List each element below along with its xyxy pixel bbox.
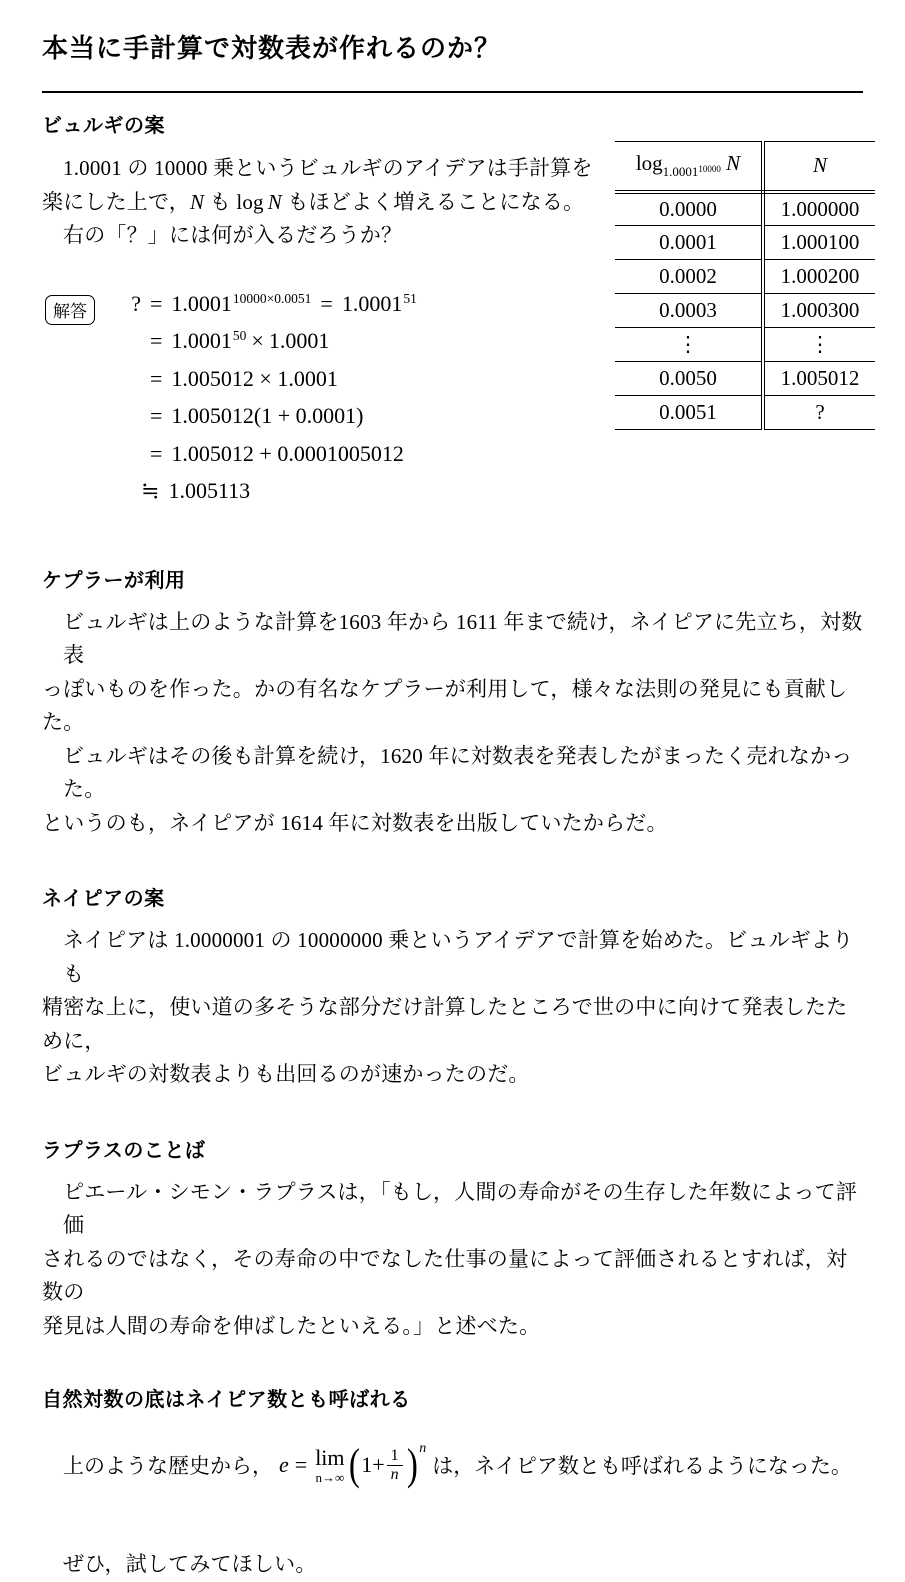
- question-mark: ?: [131, 290, 141, 316]
- left-paren: (: [348, 1440, 360, 1489]
- right-paren: ): [406, 1440, 418, 1489]
- math-line: [121, 291, 417, 329]
- table-cell: 0.0002: [615, 260, 763, 294]
- math-var-N: N: [267, 189, 282, 214]
- table-row: [615, 226, 875, 260]
- table-row-vdots: [615, 328, 875, 362]
- table-cell: 0.0003: [615, 294, 763, 328]
- table-cell: 0.0000: [615, 192, 763, 226]
- log-operator: log: [635, 151, 663, 176]
- math-var-e: e: [279, 1452, 289, 1477]
- equals-sign: =: [150, 365, 163, 391]
- math-var-N: N: [726, 151, 741, 176]
- fraction-1-over-n: [387, 1447, 403, 1484]
- math-base: 1.0001: [171, 328, 232, 353]
- times-sign: ×: [251, 328, 264, 353]
- math-line: [121, 441, 417, 479]
- table-cell: 1.000000: [763, 192, 875, 226]
- body-line: っぽいものを作った。かの有名なケプラーが利用して，様々な法則の発見にも貢献した。: [42, 676, 848, 734]
- text-segment: 上のような歴史から，: [63, 1454, 273, 1478]
- table-cell: 0.0001: [615, 226, 763, 260]
- math-base: 1.0001: [268, 328, 330, 353]
- table-cell: 1.000300: [763, 294, 875, 328]
- math-expression: 1.005012 + 0.0001005012: [171, 440, 404, 466]
- one-plus: 1+: [361, 1452, 385, 1477]
- section-burgi: [42, 109, 863, 516]
- math-base: 1.0001: [171, 290, 232, 316]
- table-cell: 0.0051: [615, 396, 763, 430]
- table-header-log-expression: [615, 142, 763, 192]
- section-heading-laplace: ラプラスのことば: [42, 1139, 206, 1162]
- exponent-n: n: [419, 1441, 427, 1456]
- log-base-value: 1.0001: [662, 164, 699, 180]
- body-line: されるのではなく，その寿命の中でなした仕事の量によって評価されるとすれば，対数の: [42, 1246, 848, 1304]
- text-segment: もほどよく増えることになる。: [281, 189, 585, 214]
- fraction-numerator: 1: [390, 1446, 399, 1464]
- text-segment: は，ネイピア数とも呼ばれるようになった。: [432, 1454, 852, 1478]
- burgi-paragraph: [42, 152, 602, 253]
- section-heading-kepler: ケプラーが利用: [42, 569, 186, 592]
- table-row: [615, 260, 875, 294]
- table-cell: ⋮: [763, 328, 875, 362]
- table-row: [615, 192, 875, 226]
- math-expression: 1.005012(1 + 0.0001): [171, 403, 364, 428]
- text-segment: も: [204, 189, 237, 214]
- equals-sign: =: [150, 403, 163, 428]
- math-exponent: 50: [232, 328, 247, 343]
- equals-sign: =: [150, 290, 163, 316]
- table-row: [615, 294, 875, 328]
- table-cell: ?: [763, 396, 875, 430]
- section-napier: [42, 882, 863, 1092]
- math-expression: 1.005012 × 1.0001: [171, 365, 338, 391]
- section-euler: [42, 1383, 863, 1582]
- math-line: [121, 478, 417, 516]
- table-cell: 1.000100: [763, 226, 875, 260]
- body-line: というのも，ネイピアが 1614 年に対数表を出版していたからだ。: [42, 810, 668, 835]
- log-table-header-row: [615, 142, 875, 192]
- body-line: ビュルギの対数表よりも出回るのが速かったのだ。: [42, 1062, 530, 1086]
- table-cell: 0.0050: [615, 362, 763, 396]
- section-laplace: [42, 1134, 863, 1344]
- math-expression: 1.005113: [168, 478, 251, 503]
- equals-sign: =: [150, 328, 163, 353]
- table-row: [615, 362, 875, 396]
- lim-subscript: n→∞: [315, 1469, 345, 1485]
- table-cell: 1.005012: [763, 362, 875, 396]
- math-exponent: 51: [403, 290, 417, 306]
- euler-formula-line: [42, 1434, 863, 1496]
- section-heading-burgi: ビュルギの案: [42, 115, 165, 137]
- derivation: [121, 291, 417, 516]
- equals-sign: =: [294, 1452, 308, 1477]
- math-line: [121, 328, 417, 366]
- body-line: ビュルギは上のような計算を1603 年から 1611 年まで続け，ネイピアに先立ち，対数表: [63, 609, 863, 667]
- title-rule: [42, 91, 863, 93]
- math-exponent: 10000×0.0051: [232, 290, 312, 306]
- table-cell: 1.000200: [763, 260, 875, 294]
- body-line: ビュルギはその後も計算を続け，1620 年に対数表を発表したがまったく売れなかった。: [63, 743, 853, 801]
- euler-formula: [279, 1440, 427, 1489]
- body-line: [42, 186, 602, 220]
- math-var-n: n: [390, 1465, 399, 1483]
- fraction-denominator: [387, 1465, 403, 1484]
- math-var-N: N: [812, 153, 827, 178]
- section-kepler: [42, 564, 863, 841]
- table-cell: ⋮: [615, 328, 763, 362]
- answer-label-box: 解答: [45, 295, 95, 325]
- math-line: [121, 366, 417, 404]
- log-base-exponent: 10000: [698, 164, 721, 175]
- body-line: 1.0001 の 10000 乗というビュルギのアイデアは手計算を: [63, 156, 593, 180]
- body-line: ピエール・シモン・ラプラスは，「もし，人間の寿命がその生存した年数によって評価: [63, 1179, 858, 1237]
- body-line: 精密な上に，使い道の多そうな部分だけ計算したところで世の中に向けて発表したために，: [42, 995, 848, 1053]
- approx-equals-sign: ≒: [141, 478, 160, 503]
- text-segment: 楽にした上で，: [42, 189, 190, 214]
- table-header-N: [763, 142, 875, 192]
- section-heading-euler: 自然対数の底はネイピア数とも呼ばれる: [42, 1389, 411, 1411]
- limit-operator: [315, 1444, 345, 1485]
- page-title: 本当に手計算で対数表が作れるのか？: [42, 33, 502, 63]
- table-row: [615, 396, 875, 430]
- equals-sign: =: [150, 440, 163, 466]
- math-base: 1.0001: [341, 290, 403, 316]
- log-operator: log: [236, 189, 264, 214]
- equals-sign: =: [320, 290, 333, 316]
- body-line: 発見は人間の寿命を伸ばしたといえる。」と述べた。: [42, 1313, 541, 1338]
- log-table: [615, 141, 875, 430]
- section-heading-napier: ネイピアの案: [42, 888, 165, 910]
- closing-line: ぜひ，試してみてほしい。: [63, 1552, 317, 1576]
- log-base: [663, 164, 721, 179]
- lim-word: lim: [315, 1444, 345, 1470]
- body-line: ネイピアは 1.0000001 の 10000000 乗というアイデアで計算を始めた。ビュルギよりも: [63, 928, 854, 986]
- math-line: [121, 403, 417, 441]
- math-var-N: N: [189, 189, 205, 214]
- body-line: 右の「？」には何が入るだろうか？: [63, 223, 403, 247]
